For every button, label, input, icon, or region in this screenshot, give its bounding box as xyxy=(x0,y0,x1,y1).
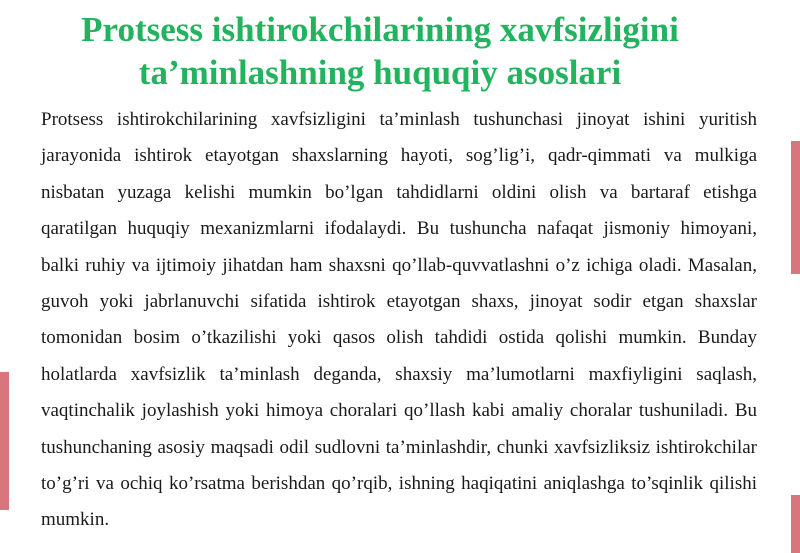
accent-bar-left xyxy=(0,372,9,510)
slide-title-line-2: ta’minlashning huquqiy asoslari xyxy=(138,53,622,92)
slide-body-paragraph: Protsess ishtirokchilarining xavfsizligini ta’minlash tushunchasi jinoyat ishini yuritish jarayonida ishtirok etayotgan shaxslarning hayoti, sog’lig’i, qadr-qimmati va mulkiga nisbatan yuzaga kelishi mumkin bo’lgan tahdidlarni oldini olish va bartaraf etishga qaratilgan huquqiy mexanizmlarni ifodalaydi. Bu tushuncha nafaqat jismoniy himoyani, balki ruhiy va ijtimoiy jihatdan ham shaxsni qo’llab-quvvatlashni o’z ichiga oladi. Masalan, guvoh yoki jabrlanuvchi sifatida ishtirok etayotgan shaxs, jinoyat sodir etgan shaxslar tomonidan bosim o’tkazilishi yoki qasos olish tahdidi ostida qolishi mumkin. Bunday holatlarda xavfsizlik ta’minlash deganda, shaxsiy ma’lumotlarni maxfiyligini saqlash, vaqtinchalik joylashish yoki himoya choralari qo’llash kabi amaliy choralar tushuniladi. Bu tushunchaning asosiy maqsadi odil sudlovni ta’minlashdir, chunki xavfsizliksiz ishtirokchilar to’g’ri va ochiq ko’rsatma berishdan qo’rqib, ishning haqiqatini aniqlashga to’sqinlik qilishi mumkin. xyxy=(41,109,757,531)
accent-bar-right xyxy=(791,141,800,274)
slide-title xyxy=(0,8,760,94)
slide-title-line-1: Protsess ishtirokchilarining xavfsizligini xyxy=(81,10,679,49)
accent-bar-bottom-right xyxy=(791,495,800,553)
